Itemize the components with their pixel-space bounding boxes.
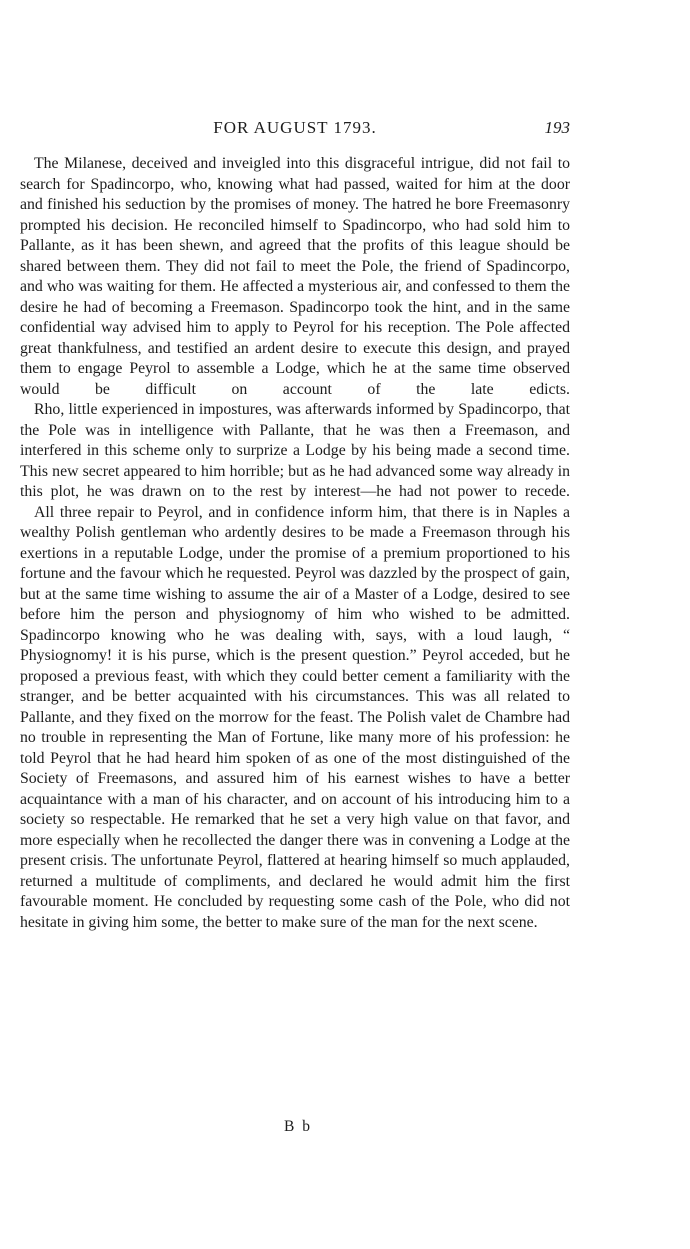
signature-mark: B b (284, 1118, 312, 1135)
running-title: FOR AUGUST 1793. (213, 118, 377, 137)
page-number: 193 (544, 118, 570, 137)
body-text (20, 154, 570, 933)
paragraph: Rho, little experienced in impostures, was afterwards informed by Spadincorpo, that the Pole was in intelligence with Pallante, that he was then a Freemason, and interfered in this scheme only to surprize a Lodge by his being made a second time. This new secret appeared to him horrible; but as he had advanced some way already in this plot, he was drawn on to the rest by interest—he had not power to recede. (20, 401, 570, 500)
paragraph: The Milanese, deceived and inveigled into this disgraceful intrigue, did not fail to search for Spadincorpo, who, knowing what had passed, waited for him at the door and finished his seduction by the promises of money. The hatred he bore Freemasonry prompted his decision. He reconciled himself to Spadincorpo, who had sold him to Pallante, as it has been shewn, and agreed that the profits of this league should be shared between them. They did not fail to meet the Pole, the friend of Spadincorpo, and who was waiting for them. He affected a mysterious air, and confessed to them the desire he had of becoming a Freemason. Spadincorpo took the hint, and in the same confidential way advised him to apply to Peyrol for his reception. The Pole affected great thankfulness, and testified an ardent desire to execute this design, and prayed them to engage Peyrol to assemble a Lodge, which he at the same time observed would be difficult on account of the late edicts. (20, 155, 570, 398)
running-head (20, 118, 570, 140)
paragraph: All three repair to Peyrol, and in confidence inform him, that there is in Naples a wealthy Polish gentleman who ardently desires to be made a Freemason through his exertions in a reputable Lodge, under the promise of a premium proportioned to his fortune and the favour which he requested. Peyrol was dazzled by the prospect of gain, but at the same time wishing to assume the air of a Master of a Lodge, desired to see before him the person and physiognomy of him who wished to be admitted. Spadincorpo knowing who he was dealing with, says, with a loud laugh, “ Physiognomy! it is his purse, which is the present question.” Peyrol acceded, but he proposed a previous feast, with which they could better cement a familiarity with the stranger, and be better acquainted with his circumstances. This was all related to Pallante, and they fixed on the morrow for the feast. The Polish valet de Chambre had no trouble in representing the Man of Fortune, like many more of his profession: he told Peyrol that he had heard him spoken of as one of the most distinguished of the Society of Freemasons, and assured him of his earnest wishes to have a better acquaintance with a man of his character, and on account of his introducing him to a society so respectable. He remarked that he set a very high value on that favor, and more especially when he recollected the danger there was in convening a Lodge at the present crisis. The unfortunate Peyrol, flattered at hearing himself so much applauded, returned a multitude of compliments, and declared he would admit him the first favourable moment. He concluded by requesting some cash of the Pole, who did not hesitate in giving him some, the better to make sure of the man for the next scene. (20, 503, 570, 931)
